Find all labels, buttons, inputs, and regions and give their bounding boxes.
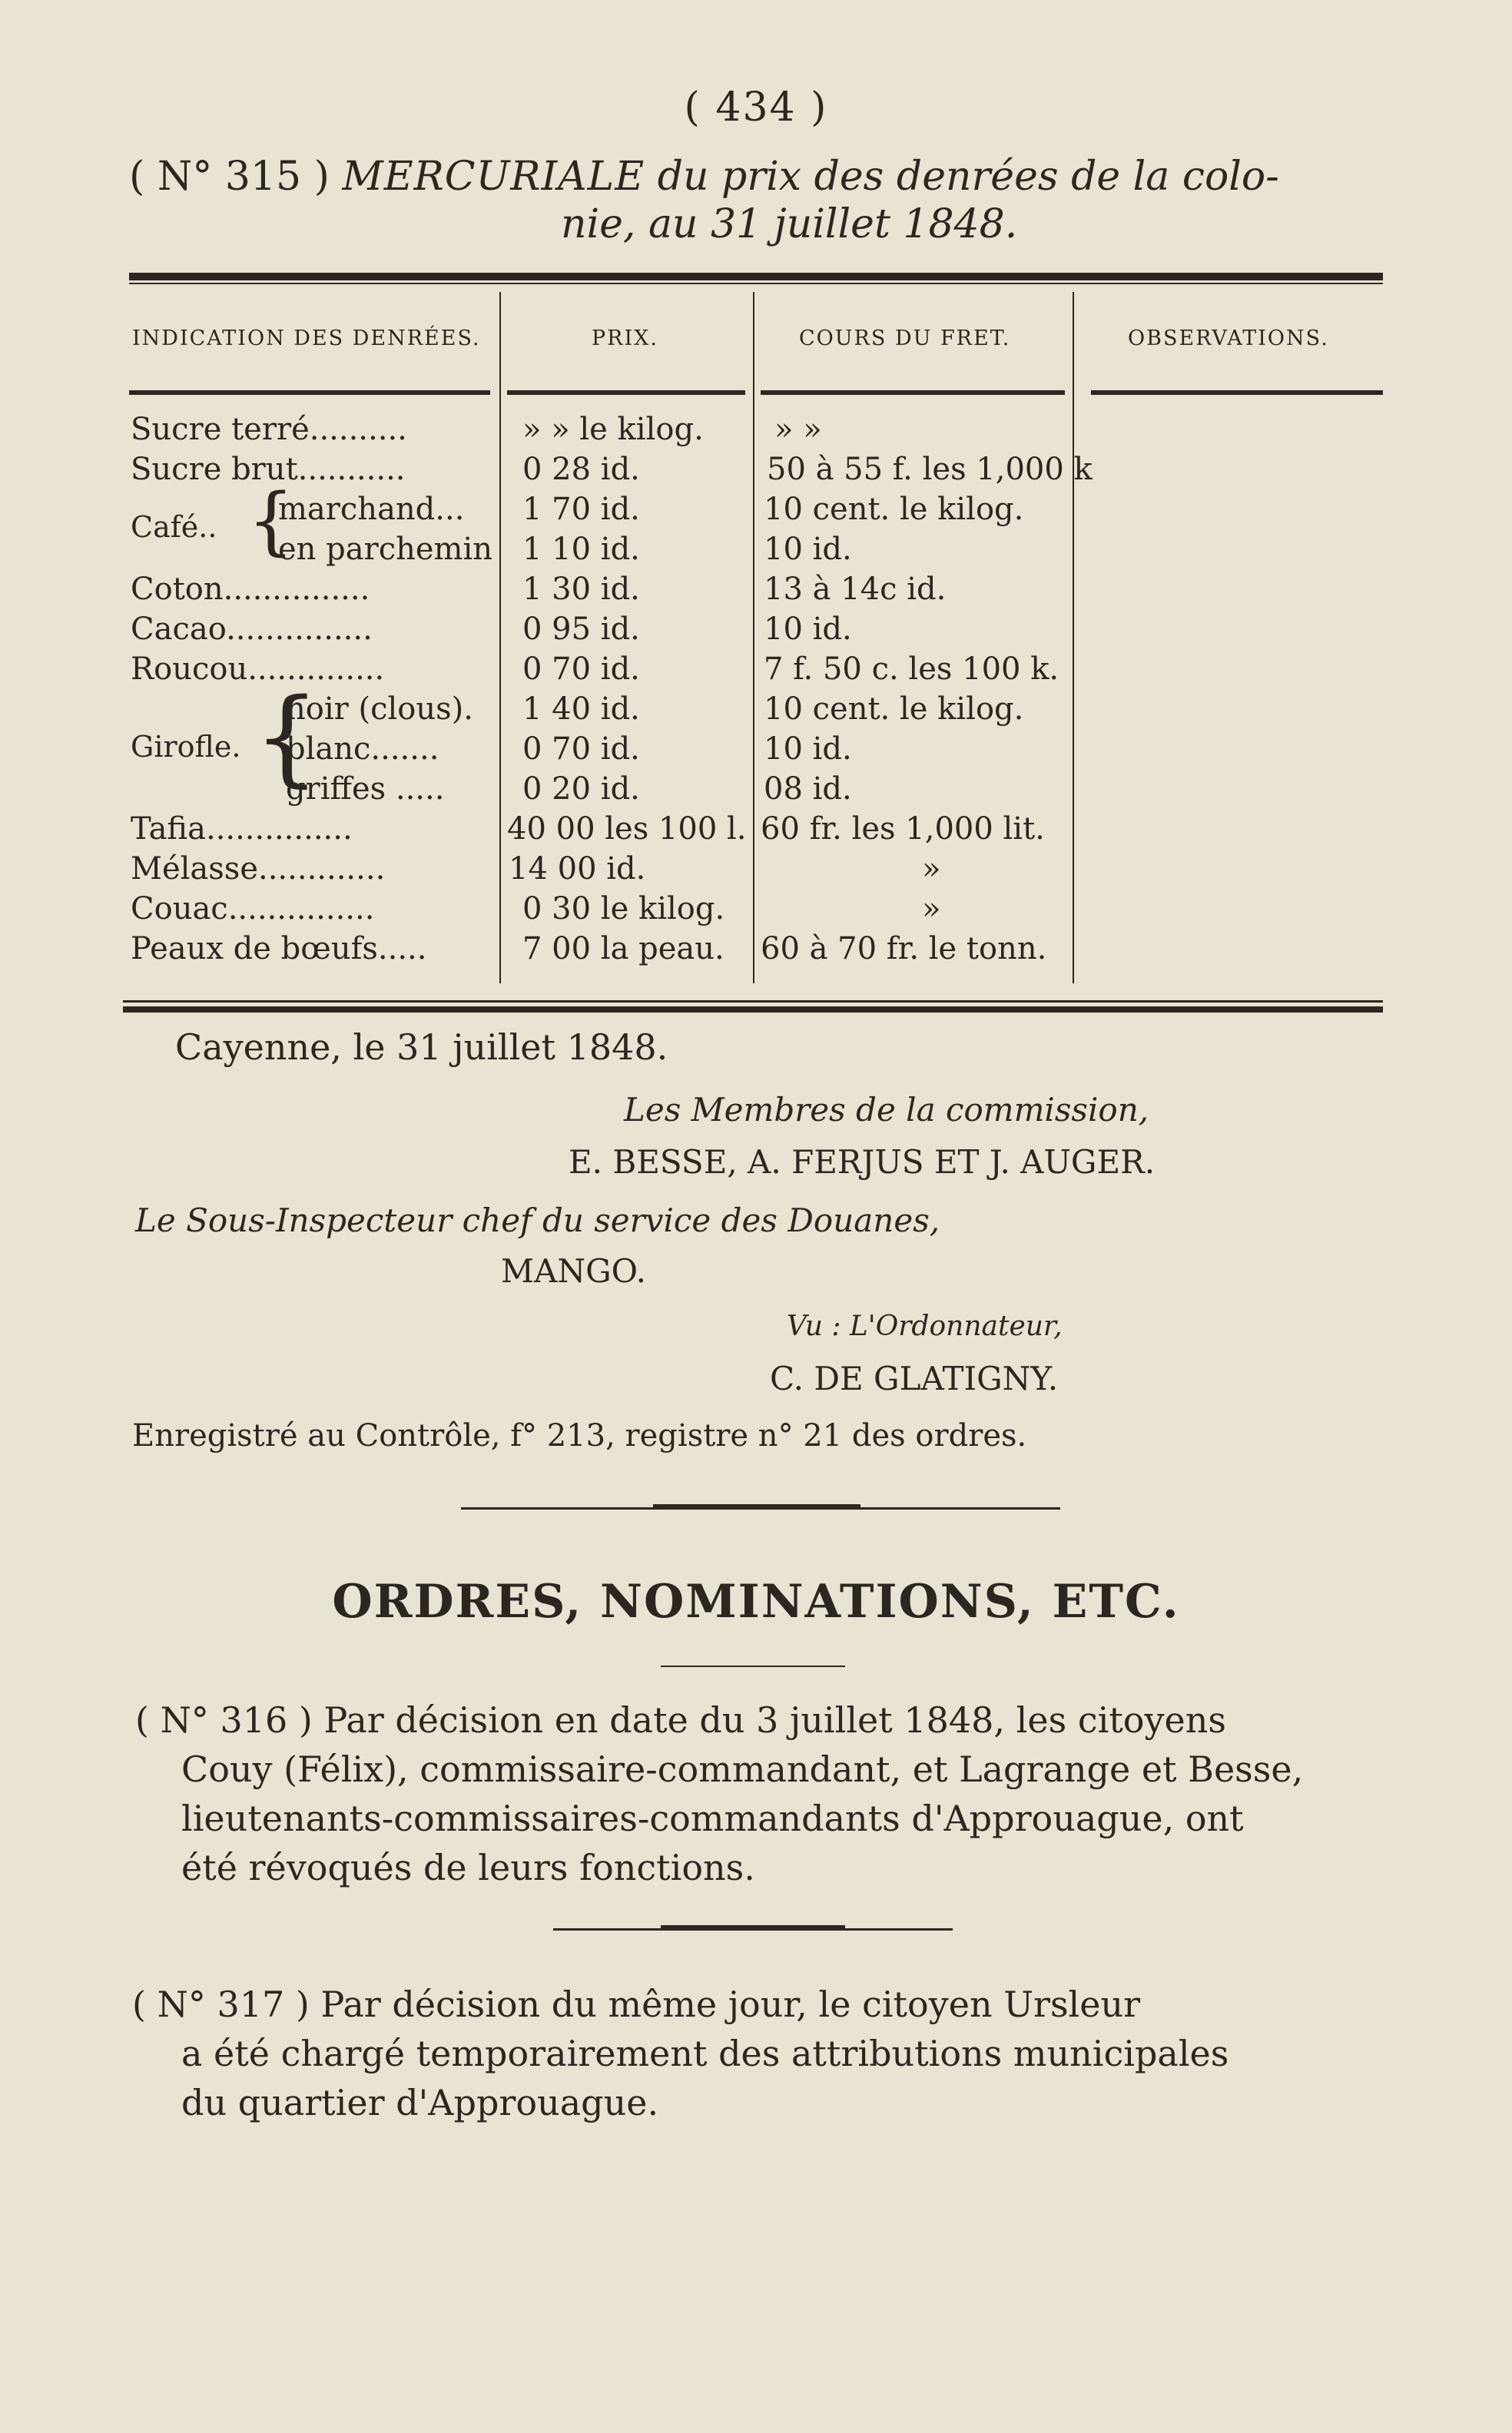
page-number: ( 434 ) [684,85,828,131]
cell-fret: 13 à 14c id. [764,572,947,607]
place-date: Cayenne, le 31 juillet 1848. [175,1026,668,1068]
header-rule-3 [761,390,1065,395]
table-bottom-rule [123,1006,1383,1013]
cell-prix: 14 00 id. [509,851,646,887]
cell-denree: Tafia............... [131,811,353,847]
cell-fret: » [922,891,941,926]
cell-fret: 60 fr. les 1,000 lit. [761,811,1045,847]
paragraph-316-line-3: lieutenants-commissaires-commandants d'Approuague, ont [181,1798,1244,1839]
paragraph-316-line-1: ( N° 316 ) Par décision en date du 3 juillet 1848, les citoyens [135,1699,1226,1741]
cell-denree: noir (clous). [286,691,473,727]
cell-prix: 0 70 id. [522,731,640,767]
cafe-group-label: Café.. [131,510,217,544]
section-title-underline [661,1666,845,1667]
cell-fret: » » [774,412,822,447]
table-top-rule-thin [129,283,1383,284]
cell-fret: 50 à 55 f. les 1,000 k [767,452,1093,487]
header-rule-4 [1091,390,1383,395]
girofle-brace-icon: { [254,677,320,798]
table-top-rule [129,273,1383,280]
paragraph-divider-thick [661,1925,845,1928]
cell-denree: Sucre brut........... [131,452,406,487]
table-row [0,492,1512,532]
paragraph-316-line-2: Couy (Félix), commissaire-commandant, et Lagrange et Besse, [181,1749,1304,1790]
header-rule-2 [507,390,745,395]
cell-fret: 08 id. [764,771,852,807]
cell-prix: 1 70 id. [522,492,640,527]
cell-prix: 7 00 la peau. [522,931,724,966]
table-row [0,851,1512,891]
table-row [0,891,1512,931]
paragraph-316-line-4: été révoqués de leurs fonctions. [181,1847,755,1888]
table-row [0,771,1512,811]
title-line-2: nie, au 31 juillet 1848. [561,201,1018,247]
table-row [0,931,1512,971]
cell-denree: Sucre terré.......... [131,412,407,447]
table-bottom-rule-thin [123,1000,1383,1003]
header-rule-1 [129,390,490,395]
cafe-brace-icon: { [247,478,295,564]
table-row [0,452,1512,492]
cell-denree: griffes ..... [286,771,445,807]
cell-denree: Couac............... [131,891,375,926]
header-observations: OBSERVATIONS. [1128,326,1329,350]
table-row [0,691,1512,731]
inspector-name: MANGO. [501,1252,646,1290]
table-row [0,651,1512,691]
title-line-1 [129,154,1279,200]
table-row [0,532,1512,572]
inspector-label: Le Sous-Inspecteur chef du service des Douanes, [135,1202,940,1239]
cell-denree: Peaux de bœufs..... [131,931,427,966]
cell-denree: Cacao............... [131,612,373,647]
table-row [0,731,1512,771]
header-fret: COURS DU FRET. [799,326,1011,350]
table-row [0,811,1512,851]
section-title: ORDRES, NOMINATIONS, ETC. [332,1575,1180,1629]
table-row [0,612,1512,651]
cell-denree: blanc....... [286,731,439,767]
cell-denree: en parchemin [278,532,493,567]
title-number: ( N° 315 ) [129,154,330,200]
cell-prix: » » le kilog. [522,412,704,447]
paragraph-317-line-1: ( N° 317 ) Par décision du même jour, le citoyen Ursleur [132,1984,1141,2025]
commission-label: Les Membres de la commission, [624,1091,1149,1129]
cell-fret: 10 id. [764,731,852,767]
cell-denree: Roucou.............. [131,651,385,687]
vu-label: Vu : L'Ordonnateur, [787,1311,1063,1342]
paragraph-divider [553,1928,953,1931]
cell-fret: » [922,851,941,887]
cell-denree: marchand... [278,492,465,527]
cell-prix: 0 20 id. [522,771,640,807]
cell-denree: Mélasse............. [131,851,386,887]
registration-note: Enregistré au Contrôle, f° 213, registre n° 21 des ordres. [132,1418,1027,1454]
cell-prix: 0 28 id. [522,452,640,487]
table-row [0,572,1512,612]
table-row [0,412,1512,452]
paragraph-317-line-2: a été chargé temporairement des attributions municipales [181,2033,1229,2074]
vu-name: C. DE GLATIGNY. [770,1360,1059,1397]
header-denrees: INDICATION DES DENRÉES. [132,326,481,350]
paragraph-317-line-3: du quartier d'Approuague. [181,2082,659,2123]
commission-names: E. BESSE, A. FERJUS ET J. AUGER. [569,1143,1156,1181]
cell-fret: 10 cent. le kilog. [764,492,1024,527]
cell-prix: 40 00 les 100 l. [507,811,747,847]
header-prix: PRIX. [592,326,658,350]
section-divider-thick [653,1504,860,1509]
cell-fret: 10 cent. le kilog. [764,691,1024,727]
cell-prix: 1 10 id. [522,532,640,567]
cell-fret: 60 à 70 fr. le tonn. [761,931,1047,966]
title-rest-1: du prix des denrées de la colo- [657,154,1279,200]
cell-fret: 10 id. [764,532,852,567]
cell-prix: 0 30 le kilog. [522,891,725,926]
cell-fret: 10 id. [764,612,852,647]
cell-prix: 0 95 id. [522,612,640,647]
title-caps: MERCURIALE [342,154,645,200]
cell-fret: 7 f. 50 c. les 100 k. [764,651,1059,687]
cell-prix: 0 70 id. [522,651,640,687]
cell-prix: 1 40 id. [522,691,640,727]
girofle-group-label: Girofle. [131,730,241,764]
cell-denree: Coton............... [131,572,370,607]
cell-prix: 1 30 id. [522,572,640,607]
